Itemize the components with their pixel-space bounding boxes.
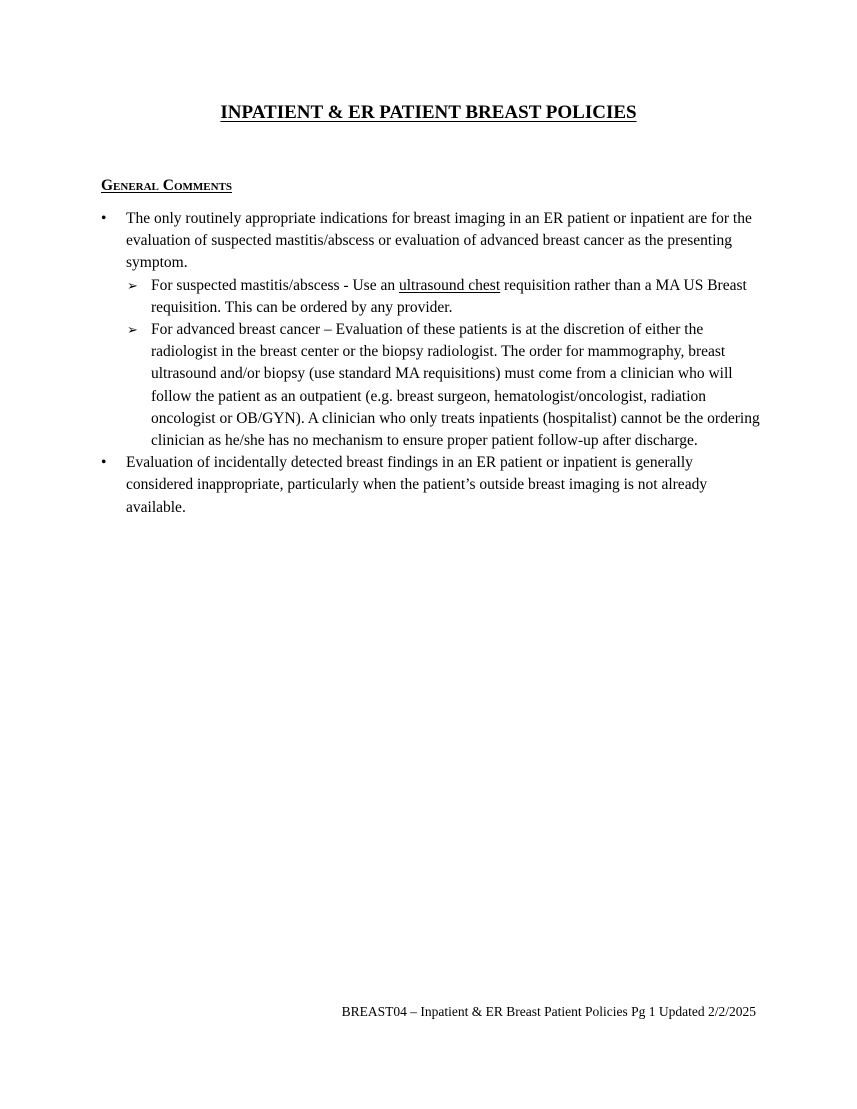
sub-item-text: For suspected mastitis/abscess - Use an: [151, 276, 399, 294]
sub-list: [126, 275, 761, 453]
list-item: [101, 208, 761, 452]
page-footer: BREAST04 – Inpatient & ER Breast Patient Policies Pg 1 Updated 2/2/2025: [341, 1004, 756, 1019]
bullet-text: The only routinely appropriate indications for breast imaging in an ER patient or inpatient are for the evaluation of suspected mastitis/abscess or evaluation of advanced breast cancer as the presenting symptom.: [126, 210, 752, 272]
arrow-bullet-icon: ➢: [127, 277, 138, 293]
sub-list-item: [126, 319, 761, 452]
sub-list-item: [126, 275, 761, 319]
bullet-text: Evaluation of incidentally detected breast findings in an ER patient or inpatient is generally considered inappropriate, particularly when the patient’s outside breast imaging is not already available.: [126, 454, 708, 516]
section-heading: General Comments: [101, 177, 233, 194]
underlined-term: ultrasound chest: [398, 276, 501, 294]
bullet-marker: •: [101, 210, 107, 227]
sub-item-text-continued: requisition rather than a MA US Breast requisition. This can be ordered by any provider.: [151, 276, 747, 316]
policy-list: [101, 208, 761, 519]
list-item: [101, 452, 761, 519]
page-title: INPATIENT & ER PATIENT BREAST POLICIES: [220, 102, 637, 123]
bullet-marker: •: [101, 454, 107, 472]
arrow-bullet-icon: ➢: [127, 322, 138, 338]
sub-item-text: For advanced breast cancer – Evaluation of these patients is at the discretion of either the radiologist in the breast center or the biopsy radiologist. The order for mammography, breast ultrasound and/or biopsy (use standard MA requisitions) must come from a clinician who will follow the patient as an outpatient (e.g. breast surgeon, hematologist/oncologist, radiation oncologist or OB/GYN). A clinician who only treats inpatients (hospitalist) cannot be the ordering clinician as he/she has no mechanism to ensure proper patient follow-up after discharge.: [151, 321, 760, 450]
